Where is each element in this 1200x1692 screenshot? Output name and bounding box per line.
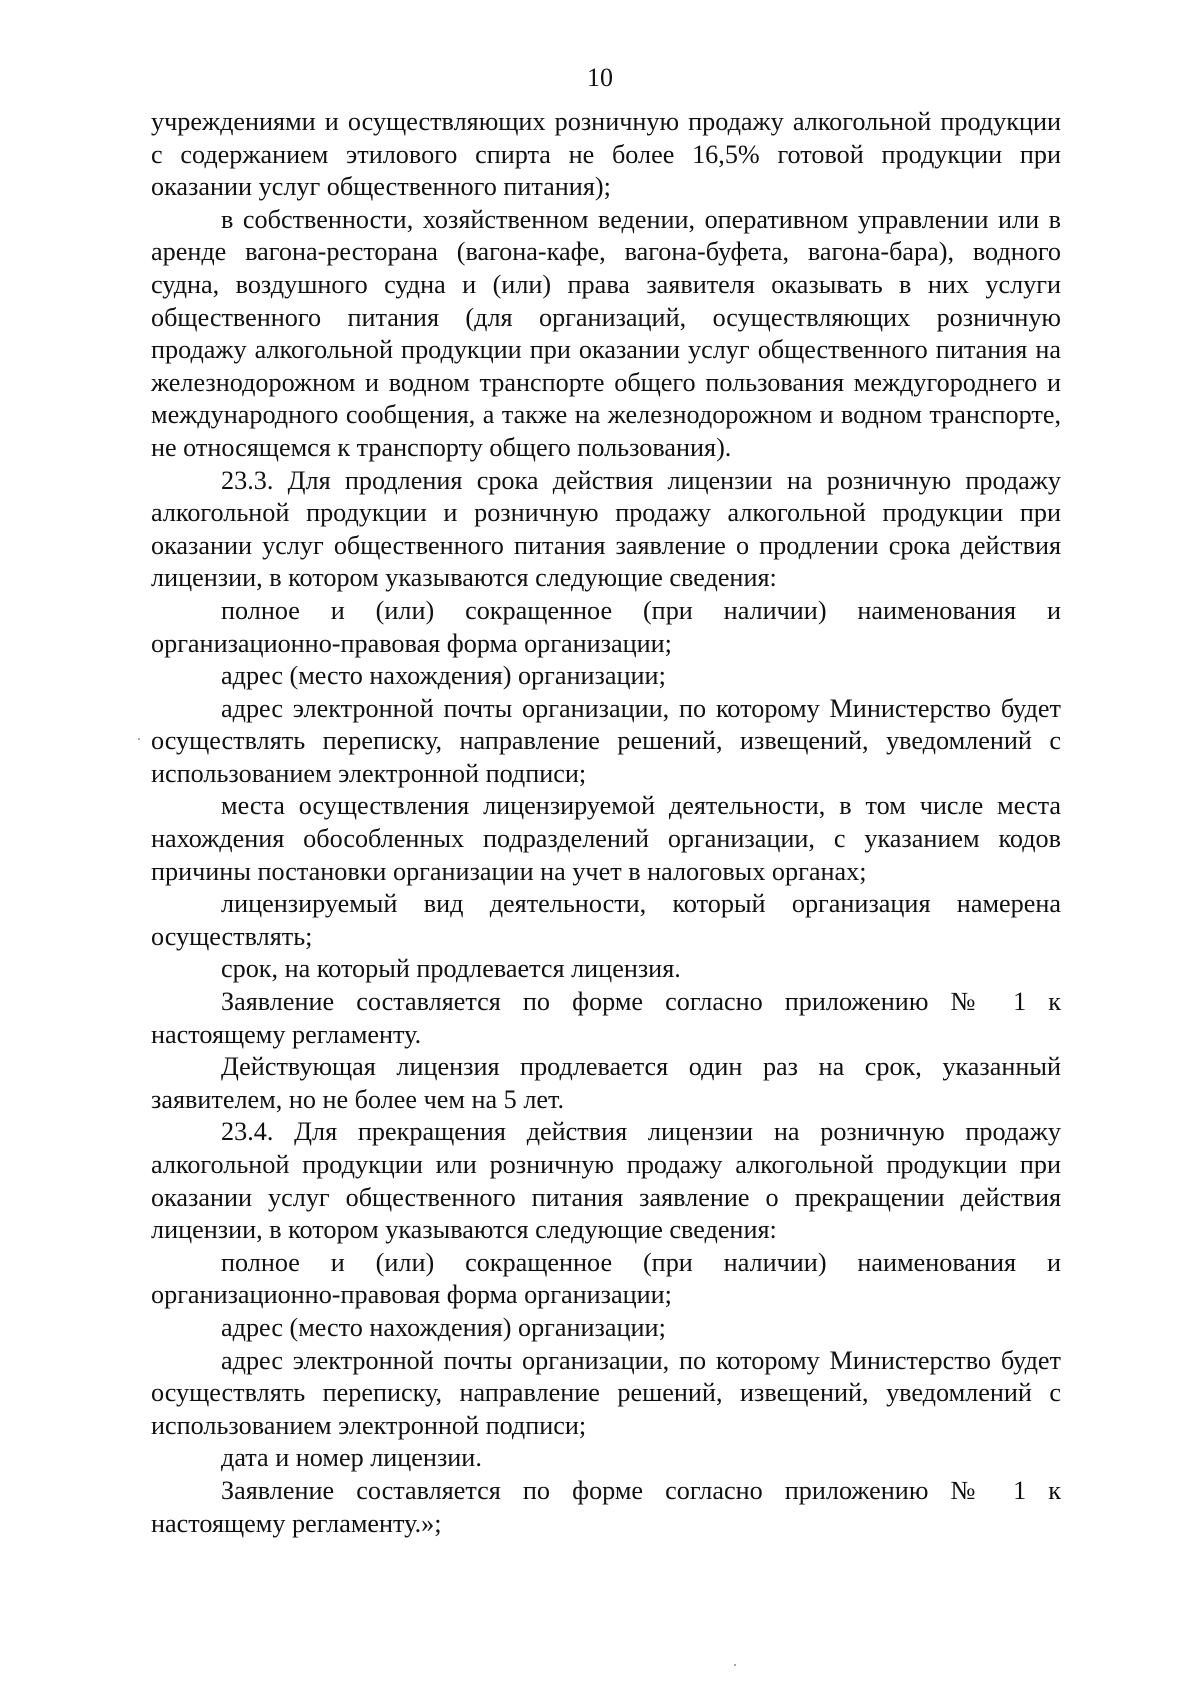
paragraph-email-2: адрес электронной почты организации, по которому Министерство будет осуществлять переписку, направление решений, извещений, уведомлений с использованием электронной подписи;	[151, 1345, 1061, 1440]
paragraph-activity-places: места осуществления лицензируемой деятельности, в том числе места нахождения обособленных подразделений организации, с указанием кодов причины постановки организации на учет в налоговых органах;	[151, 791, 1061, 886]
paragraph-org-address-2: адрес (место нахождения) организации;	[221, 1312, 666, 1342]
paragraph-section-23-3: 23.3. Для продления срока действия лицензии на розничную продажу алкогольной продукции и розничную продажу алкогольной продукции при оказании услуг общественного питания заявление о продлении срока действия лицензии, в котором указываются следующие сведения:	[151, 465, 1061, 593]
paragraph-ownership-vessels: в собственности, хозяйственном ведении, оперативном управлении или в аренде вагона-ресторана (вагона-кафе, вагона-буфета, вагона-бара), водного судна, воздушного судна и (или) права заявителя оказывать в них услуги общественного питания (для организаций, осуществляющих розничную продажу алкогольной продукции при оказании услуг общественного питания на железнодорожном и водном транспорте общего пользования междугороднего и международного сообщения, а также на железнодорожном и водном транспорте, не относящемся к транспорту общего пользования).	[151, 204, 1061, 462]
scan-speck	[734, 1664, 736, 1666]
paragraph-license-date-number: дата и номер лицензии.	[221, 1443, 482, 1473]
scan-speck	[138, 738, 140, 740]
paragraph-email: адрес электронной почты организации, по которому Министерство будет осуществлять переписку, направление решений, извещений, уведомлений с использованием электронной подписи;	[151, 693, 1061, 788]
paragraph-form-note: Заявление составляется по форме согласно приложению № 1 к настоящему регламенту.	[151, 987, 1061, 1049]
paragraph-extension-term: срок, на который продлевается лицензия.	[221, 954, 681, 984]
paragraph-org-name-2: полное и (или) сокращенное (при наличии) наименования и организационно-правовая форма организации;	[151, 1247, 1061, 1310]
paragraph-section-23-4: 23.4. Для прекращения действия лицензии на розничную продажу алкогольной продукции или розничную продажу алкогольной продукции при оказании услуг общественного питания заявление о прекращении действия лицензии, в котором указываются следующие сведения:	[151, 1117, 1061, 1245]
paragraph-continuation: учреждениями и осуществляющих розничную продажу алкогольной продукции с содержанием этилового спирта не более 16,5% готовой продукции при оказании услуг общественного питания);	[151, 107, 1061, 202]
document-body	[151, 106, 1061, 1540]
paragraph-org-address: адрес (место нахождения) организации;	[221, 661, 666, 691]
paragraph-activity-type: лицензируемый вид деятельности, который организация намерена осуществлять;	[151, 889, 1061, 951]
page-number: 10	[587, 63, 613, 92]
paragraph-org-name: полное и (или) сокращенное (при наличии) наименования и организационно-правовая форма организации;	[151, 595, 1061, 658]
paragraph-extension-limit: Действующая лицензия продлевается один раз на срок, указанный заявителем, но не более чем на 5 лет.	[151, 1052, 1061, 1114]
paragraph-form-note-2: Заявление составляется по форме согласно приложению № 1 к настоящему регламенту.»;	[151, 1475, 1061, 1538]
